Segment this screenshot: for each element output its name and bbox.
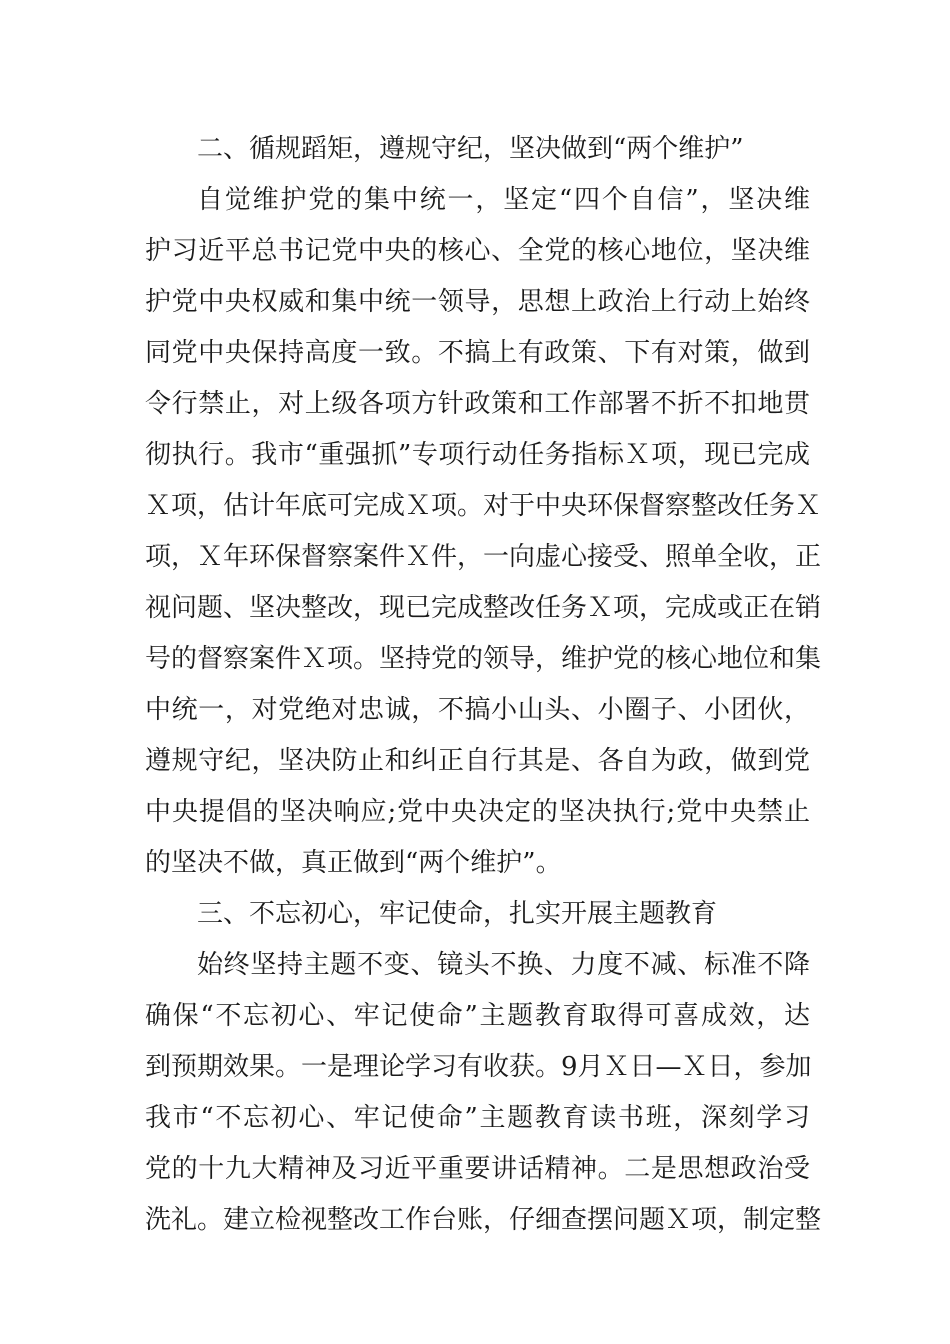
paragraph-line: 护习近平总书记党中央的核心、全党的核心地位，坚决维	[145, 236, 810, 266]
paragraph-line: 的坚决不做，真正做到“两个维护”。	[145, 848, 562, 878]
paragraph-line: 遵规守纪，坚决防止和纠正自行其是、各自为政，做到党	[145, 746, 810, 776]
paragraph-line: 护党中央权威和集中统一领导，思想上政治上行动上始终	[145, 287, 810, 317]
paragraph-line: 自觉维护党的集中统一，坚定“四个自信”，坚决维	[197, 185, 810, 215]
paragraph-line: 我市“不忘初心、牢记使命”主题教育读书班，深刻学习	[145, 1103, 810, 1133]
paragraph-line: 视问题、坚决整改，现已完成整改任务Ｘ项，完成或正在销	[145, 593, 822, 623]
paragraph-line: 项，Ｘ年环保督察案件Ｘ件，一向虚心接受、照单全收，正	[145, 542, 822, 572]
section-heading: 三、不忘初心，牢记使命，扎实开展主题教育	[197, 899, 718, 929]
paragraph-line: 到预期效果。一是理论学习有收获。9月Ｘ日—Ｘ日，参加	[145, 1052, 812, 1082]
paragraph-line: 同党中央保持高度一致。不搞上有政策、下有对策，做到	[145, 338, 810, 368]
paragraph-line: 令行禁止，对上级各项方针政策和工作部署不折不扣地贯	[145, 389, 810, 419]
paragraph-line: 洗礼。建立检视整改工作台账，仔细查摆问题Ｘ项，制定整	[145, 1205, 822, 1235]
paragraph-line: 彻执行。我市“重强抓”专项行动任务指标Ｘ项，现已完成	[145, 440, 810, 470]
paragraph-line: 始终坚持主题不变、镜头不换、力度不减、标准不降	[197, 950, 810, 980]
paragraph-line: 确保“不忘初心、牢记使命”主题教育取得可喜成效，达	[145, 1001, 810, 1031]
paragraph-line: 号的督察案件Ｘ项。坚持党的领导，维护党的核心地位和集	[145, 644, 822, 674]
paragraph-line: Ｘ项，估计年底可完成Ｘ项。对于中央环保督察整改任务Ｘ	[145, 491, 822, 521]
section-heading: 二、循规蹈矩，遵规守纪，坚决做到“两个维护”	[197, 134, 744, 164]
paragraph-line: 中统一，对党绝对忠诚，不搞小山头、小圈子、小团伙，	[145, 695, 810, 725]
paragraph-line: 中央提倡的坚决响应;党中央决定的坚决执行;党中央禁止	[145, 797, 810, 827]
paragraph-line: 党的十九大精神及习近平重要讲话精神。二是思想政治受	[145, 1154, 810, 1184]
